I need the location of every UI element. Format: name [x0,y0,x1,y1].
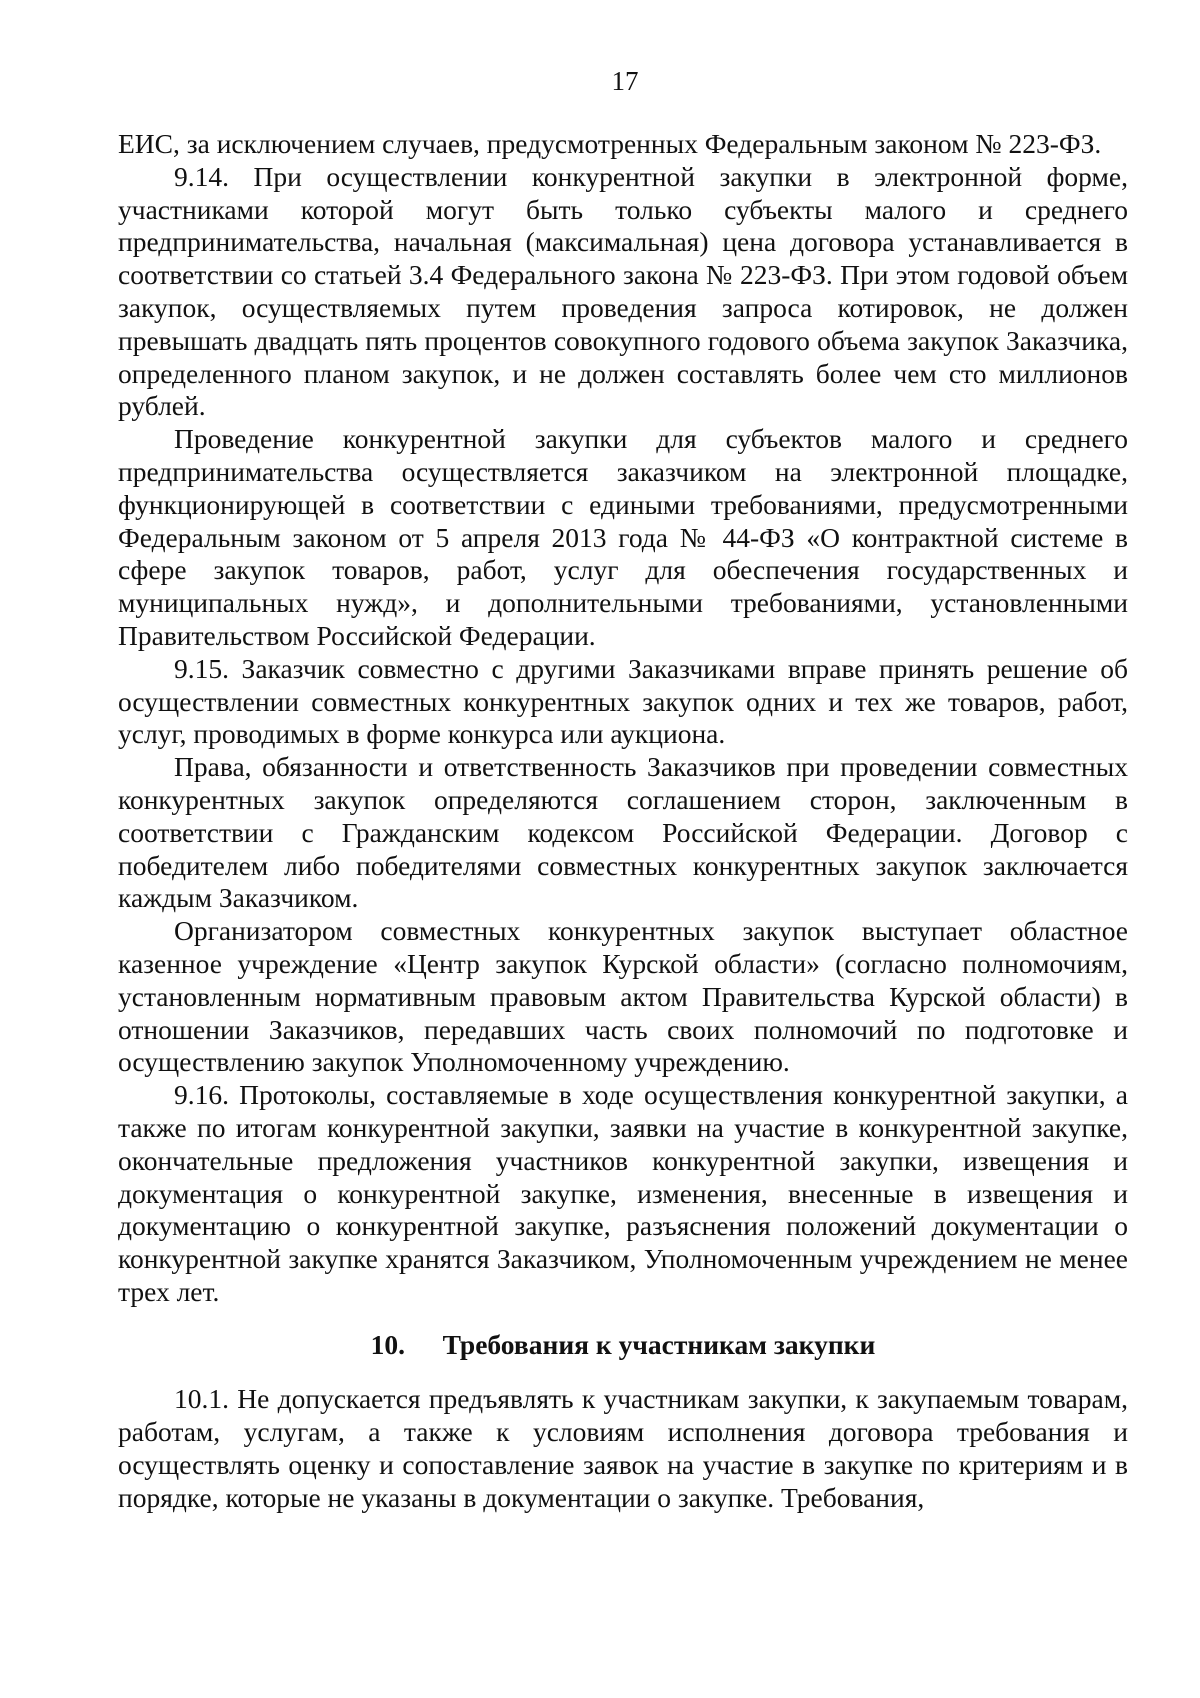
document-body [118,128,1128,1515]
section-number: 10. [370,1328,405,1360]
paragraph-9-15: 9.15. Заказчик совместно с другими Заказчиками вправе принять решение об осуществлении совместных конкурентных закупок одних и тех же товаров, работ, услуг, проводимых в форме конкурса или аукциона. [118,652,1128,750]
paragraph: Проведение конкурентной закупки для субъектов малого и среднего предпринимательства осуществляется заказчиком на электронной площадке, функционирующей в соответствии с едиными требованиями, предусмотренными Федеральным законом от 5 апреля 2013 года № 44-ФЗ «О контрактной системе в сфере закупок товаров, работ, услуг для обеспечения государственных и муниципальных нужд», и дополнительными требованиями, установленными Правительством Российской Федерации. [118,423,1128,651]
section-title: Требования к участникам закупки [442,1328,876,1360]
paragraph: ЕИС, за исключением случаев, предусмотренных Федеральным законом № 223-ФЗ. [118,128,1102,159]
paragraph: Права, обязанности и ответственность Заказчиков при проведении совместных конкурентных закупок определяются соглашением сторон, заключенным в соответствии с Гражданским кодексом Российской Федерации. Договор с победителем либо победителями совместных конкурентных закупок заключается каждым Заказчиком. [118,751,1128,914]
paragraph-9-16: 9.16. Протоколы, составляемые в ходе осуществления конкурентной закупки, а также по итогам конкурентной закупки, заявки на участие в конкурентной закупке, окончательные предложения участников конкурентной закупки, извещения и документация о конкурентной закупке, изменения, внесенные в извещения и документацию о конкурентной закупке, разъяснения положений документации о конкурентной закупке хранятся Заказчиком, Уполномоченным учреждением не менее трех лет. [118,1079,1128,1307]
section-heading [118,1329,1128,1362]
paragraph-9-14: 9.14. При осуществлении конкурентной закупки в электронной форме, участниками которой могут быть только субъекты малого и среднего предпринимательства, начальная (максимальная) цена договора устанавливается в соответствии со статьей 3.4 Федерального закона № 223-ФЗ. При этом годовой объем закупок, осуществляемых путем проведения запроса котировок, не должен превышать двадцать пять процентов совокупного годового объема закупок Заказчика, определенного планом закупок, и не должен составлять более чем сто миллионов рублей. [118,160,1128,422]
paragraph-10-1: 10.1. Не допускается предъявлять к участникам закупки, к закупаемым товарам, работам, услугам, а также к условиям исполнения договора требования и осуществлять оценку и сопоставление заявок на участие в закупке по критериям и в порядке, которые не указаны в документации о закупке. Требования, [118,1383,1128,1513]
page-number: 17 [611,66,639,96]
paragraph: Организатором совместных конкурентных закупок выступает областное казенное учреждение «Центр закупок Курской области» (согласно полномочиям, установленным нормативным правовым актом Правительства Курской области) в отношении Заказчиков, передавших часть своих полномочий по подготовке и осуществлению закупок Уполномоченному учреждению. [118,915,1128,1078]
